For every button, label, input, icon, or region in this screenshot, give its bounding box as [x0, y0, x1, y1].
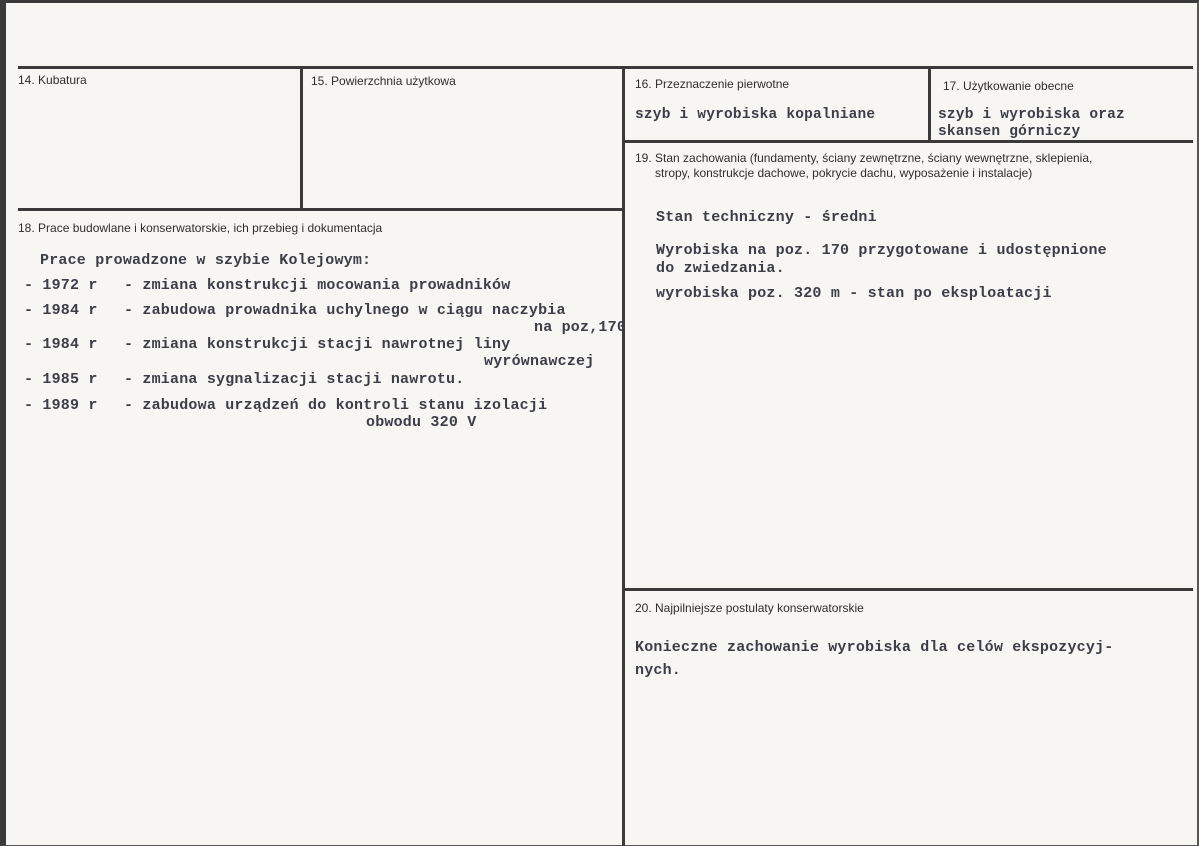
entry-year: - 1989 r	[24, 397, 98, 414]
entry-year: - 1985 r	[24, 371, 98, 388]
rule-under-16-17	[622, 140, 1193, 143]
field-20-line2: nych.	[635, 662, 682, 679]
divider-15-16	[622, 66, 625, 846]
entry-year: - 1984 r	[24, 302, 98, 319]
field-19-label-line2: stropy, konstrukcje dachowe, pokrycie dachu, wyposażenie i instalacje)	[655, 166, 1033, 180]
rule-above-20	[622, 588, 1193, 591]
entry-year: - 1984 r	[24, 336, 98, 353]
field-18-label: 18. Prace budowlane i konserwatorskie, ich przebieg i dokumentacja	[18, 221, 383, 235]
field-15-label: 15. Powierzchnia użytkowa	[311, 74, 456, 88]
entry-text: - zmiana konstrukcji stacji nawrotnej liny	[124, 336, 511, 353]
divider-14-15	[300, 66, 303, 210]
field-19-status: Stan techniczny - średni	[656, 209, 877, 226]
top-rule	[18, 66, 1193, 69]
entry-text: - zmiana konstrukcji mocowania prowadników	[124, 277, 511, 294]
divider-16-17	[928, 69, 931, 141]
field-20-line1: Konieczne zachowanie wyrobiska dla celów ekspozycyj-	[635, 639, 1114, 656]
field-17-label: 17. Użytkowanie obecne	[943, 79, 1074, 93]
field-19-label-line1: 19. Stan zachowania (fundamenty, ściany zewnętrzne, ściany wewnętrzne, sklepienia,	[635, 151, 1093, 165]
field-18-heading: Prace prowadzone w szybie Kolejowym:	[40, 252, 372, 269]
entry-text: - zabudowa prowadnika uchylnego w ciągu naczybia	[124, 302, 566, 319]
entry-continuation: wyrównawczej	[484, 353, 595, 370]
field-19-desc-line2: do zwiedzania.	[656, 260, 785, 277]
entry-text: - zmiana sygnalizacji stacji nawrotu.	[124, 371, 465, 388]
field-19-desc-line1: Wyrobiska na poz. 170 przygotowane i udostępnione	[656, 242, 1107, 259]
field-20-label: 20. Najpilniejsze postulaty konserwatorskie	[635, 601, 864, 615]
field-17-value-line1: szyb i wyrobiska oraz	[938, 107, 1125, 123]
field-14-label: 14. Kubatura	[18, 73, 87, 87]
field-19-desc-line3: wyrobiska poz. 320 m - stan po eksploatacji	[656, 285, 1052, 302]
entry-continuation: na poz,170	[534, 319, 627, 336]
rule-under-14-15	[18, 208, 625, 211]
field-16-label: 16. Przeznaczenie pierwotne	[635, 77, 790, 91]
field-17-value-line2: skansen górniczy	[938, 124, 1081, 140]
entry-continuation: obwodu 320 V	[366, 414, 477, 431]
field-16-value: szyb i wyrobiska kopalniane	[635, 107, 876, 123]
entry-year: - 1972 r	[24, 277, 98, 294]
entry-text: - zabudowa urządzeń do kontroli stanu izolacji	[124, 397, 548, 414]
